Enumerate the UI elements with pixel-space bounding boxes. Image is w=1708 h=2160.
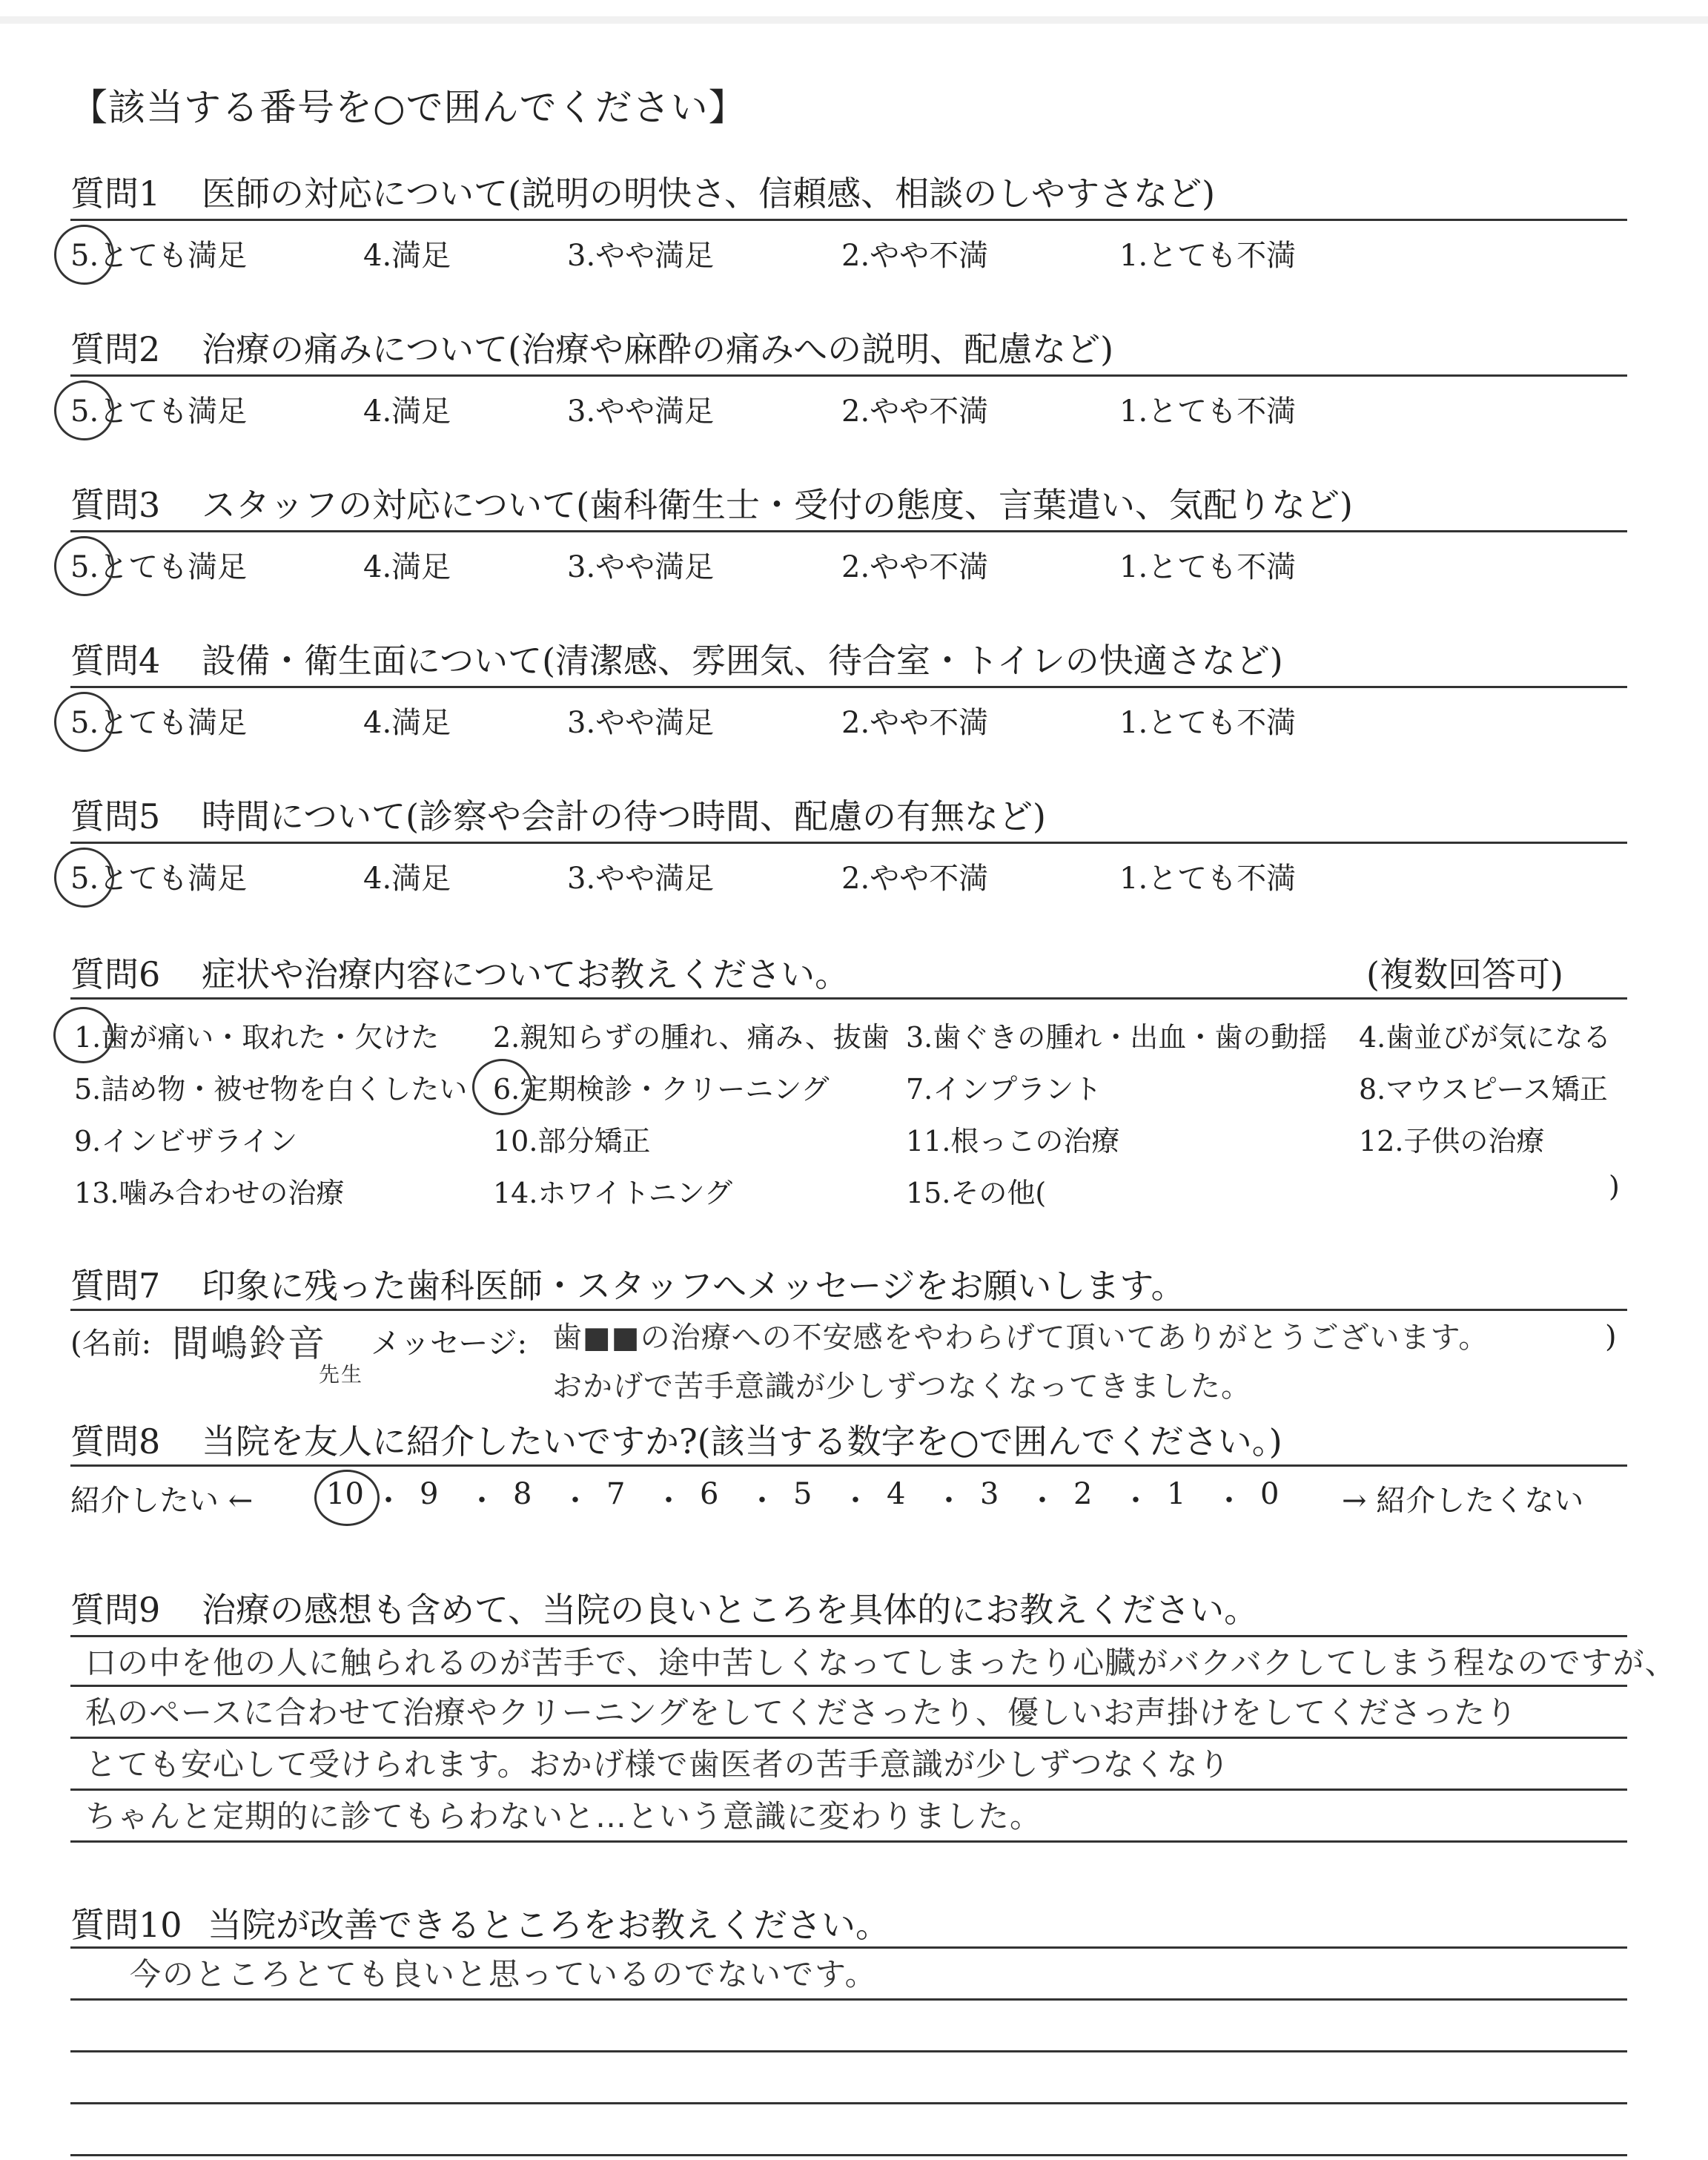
q9-answer-line: とても安心して受けられます。おかげ様で歯医者の苦手意識が少しずつなくなり [85,1746,1231,1783]
question-text: 設備・衛生面について(清潔感、雰囲気、待合室・トイレの快適さなど) [202,641,1283,681]
rating-option: 2.やや不満 [841,239,989,273]
q8-scale-number: 1 [1167,1477,1186,1511]
q6-label: 質問6 [70,954,161,994]
question-text: スタッフの対応について(歯科衛生士・受付の態度、言葉遣い、気配りなど) [202,485,1353,525]
q7-text: 印象に残った歯科医師・スタッフへメッセージをお願いします。 [202,1266,1185,1306]
q9-answer-line: ちゃんと定期的に診てもらわないと…という意識に変わりました。 [85,1798,1042,1834]
rating-option: 1.とても不満 [1119,550,1297,584]
rating-option: 4.満足 [363,706,451,740]
question-text: 治療の痛みについて(治療や麻酔の痛みへの説明、配慮など) [202,329,1114,369]
q8-separator: ・ [1214,1484,1244,1518]
q6-option: 10.部分矯正 [493,1125,651,1157]
q8-separator: ・ [467,1484,497,1518]
q9-answer-line: 口の中を他の人に触られるのが苦手で、途中苦しくなってしまったり心臓がバクバクしてしまう程なのですが、 [85,1645,1677,1681]
q7-message-line2: おかげで苦手意識が少しずつなくなってきました。 [552,1370,1251,1404]
q6-option: 6.定期検診・クリーニング [493,1073,830,1106]
rating-option: 4.満足 [363,550,451,584]
q8-scale-number: 7 [606,1477,626,1511]
q6-option: 3.歯ぐきの腫れ・出血・歯の動揺 [906,1021,1328,1054]
rating-option: 2.やや不満 [841,394,989,429]
q8-separator: ・ [654,1484,683,1518]
rating-option: 4.満足 [363,239,451,273]
q8-scale-number: 8 [513,1477,532,1511]
rating-option: 2.やや不満 [841,550,989,584]
q8-scale-number: 9 [420,1477,439,1511]
q7-message-label: メッセージ: [371,1327,528,1361]
q9-text: 治療の感想も含めて、当院の良いところを具体的にお教えください。 [202,1590,1259,1630]
rating-option: 1.とても不満 [1119,239,1297,273]
rating-option: 5.とても満足 [70,706,248,740]
q8-left-label: 紹介したい ← [70,1484,254,1518]
q8-separator: ・ [934,1484,964,1518]
question-label: 質問4 [70,641,161,681]
rating-option: 5.とても満足 [70,394,248,429]
q7-name-label: (名前: [70,1327,152,1361]
q7-label: 質問7 [70,1266,161,1306]
q8-separator: ・ [747,1484,777,1518]
q8-separator: ・ [841,1484,870,1518]
q6-text: 症状や治療内容についてお教えください。 [202,954,850,994]
q8-separator: ・ [1027,1484,1057,1518]
question-label: 質問1 [70,174,161,214]
rating-option: 2.やや不満 [841,862,989,896]
q6-note: (複数回答可) [1366,954,1563,994]
q10-text: 当院が改善できるところをお教えください。 [208,1905,890,1945]
question-label: 質問5 [70,796,161,836]
rating-option: 3.やや満足 [567,394,715,429]
q8-separator: ・ [374,1484,403,1518]
rating-option: 2.やや不満 [841,706,989,740]
q8-scale-number: 6 [700,1477,719,1511]
rating-option: 1.とても不満 [1119,862,1297,896]
q6-option: 4.歯並びが気になる [1359,1021,1612,1054]
q9-label: 質問9 [70,1590,161,1630]
rating-option: 3.やや満足 [567,239,715,273]
q6-option: 14.ホワイトニング [493,1177,733,1209]
q9-answer-line: 私のペースに合わせて治療やクリーニングをしてくださったり、優しいお声掛けをしてくださったり [85,1694,1518,1731]
question-text: 医師の対応について(説明の明快さ、信頼感、相談のしやすさなど) [202,174,1216,214]
q6-option: 7.インプラント [906,1073,1102,1106]
q8-separator: ・ [560,1484,590,1518]
q10-answer-line: 今のところとても良いと思っているのでないです。 [130,1956,878,1992]
rating-option: 3.やや満足 [567,706,715,740]
q6-option: 13.噛み合わせの治療 [74,1177,345,1209]
q8-scale-number: 0 [1260,1477,1280,1511]
q6-option: 9.インビザライン [74,1125,298,1157]
q7-message-close: ) [1605,1320,1617,1354]
q7-name-value: 間嶋鈴音 [172,1322,326,1365]
q8-text: 当院を友人に紹介したいですか?(該当する数字を○で囲んでください。) [202,1421,1282,1462]
q6-option: 1.歯が痛い・取れた・欠けた [74,1021,440,1054]
rating-option: 4.満足 [363,394,451,429]
q8-scale-number: 2 [1073,1477,1093,1511]
question-text: 時間について(診察や会計の待つ時間、配慮の有無など) [202,796,1046,836]
rating-option: 5.とても満足 [70,550,248,584]
question-label: 質問3 [70,485,161,525]
rating-option: 1.とても不満 [1119,706,1297,740]
q8-scale-number: 4 [887,1477,906,1511]
question-label: 質問2 [70,329,161,369]
rating-option: 4.満足 [363,862,451,896]
q8-label: 質問8 [70,1421,161,1462]
q8-scale-number: 3 [980,1477,999,1511]
q7-name-suffix: 先生 [319,1362,364,1387]
q6-option: 12.子供の治療 [1359,1125,1545,1157]
rating-option: 3.やや満足 [567,550,715,584]
q10-label: 質問10 [70,1905,182,1945]
q6-option: 15.その他( [906,1177,1047,1209]
form-header: 【該当する番号を○で囲んでください】 [70,86,747,129]
q6-option: 8.マウスピース矯正 [1359,1073,1608,1106]
rating-option: 3.やや満足 [567,862,715,896]
q8-separator: ・ [1121,1484,1151,1518]
q8-scale-number: 5 [793,1477,812,1511]
rating-option: 5.とても満足 [70,862,248,896]
q6-option: 2.親知らずの腫れ、痛み、抜歯 [493,1021,890,1054]
q7-message-line1: 歯■■の治療への不安感をやわらげて頂いてありがとうございます。 [552,1321,1489,1355]
rating-option: 5.とても満足 [70,239,248,273]
rating-option: 1.とても不満 [1119,394,1297,429]
q6-option: ) [1609,1170,1620,1203]
q6-option: 5.詰め物・被せ物を白くしたい [74,1073,468,1106]
q6-option: 11.根っこの治療 [906,1125,1120,1157]
q8-right-label: → 紹介したくない [1342,1484,1584,1518]
q8-scale-number: 10 [326,1477,364,1511]
